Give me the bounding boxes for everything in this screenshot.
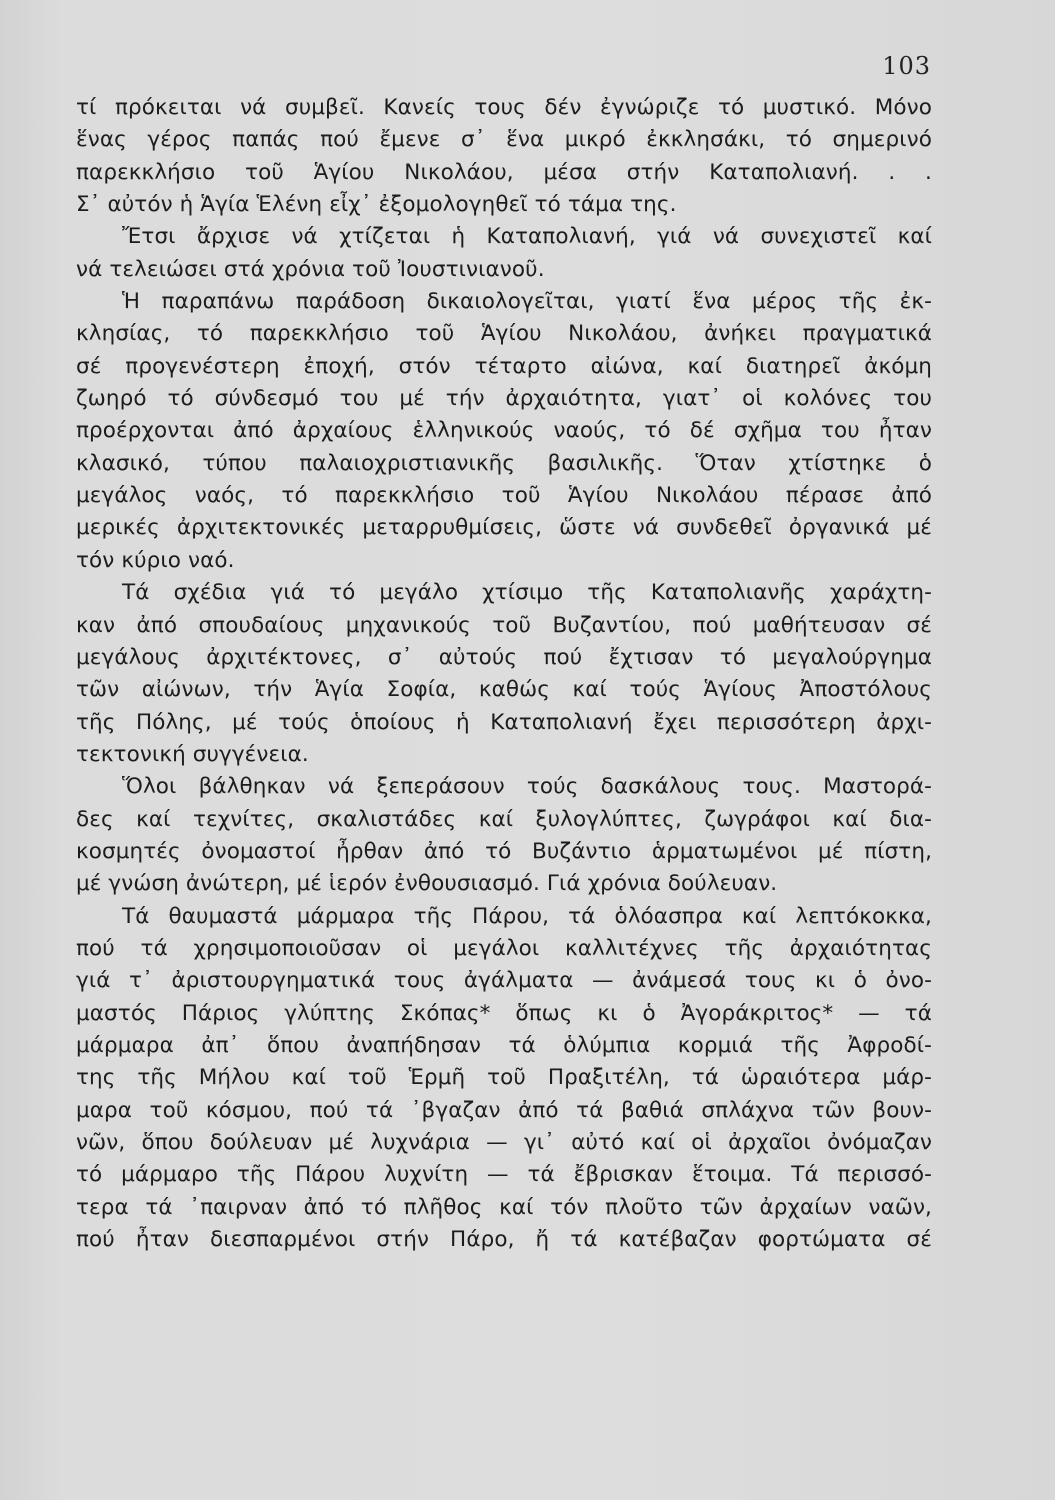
text-line: καν ἀπό σπουδαίους μηχανικούς τοῦ Βυζαντίου, πού μαθήτευσαν σέ: [76, 612, 932, 638]
paragraph-first-line: Τά σχέδια γιά τό μεγάλο χτίσιμο τῆς Καταπολιανῆς χαράχτη-: [122, 580, 932, 606]
text-line: κλασικό, τύπου παλαιοχριστιανικῆς βασιλικῆς. Ὅταν χτίστηκε ὁ: [76, 450, 932, 476]
body-text: [76, 92, 932, 1256]
text-line: ἕνας γέρος παπάς πού ἔμενε σ᾽ ἕνα μικρό ἐκκλησάκι, τό σημερινό: [76, 127, 932, 153]
text-line: τῶν αἰώνων, τήν Ἁγία Σοφία, καθώς καί τούς Ἁγίους Ἀποστόλους: [76, 677, 932, 703]
text-line: τί πρόκειται νά συμβεῖ. Κανείς τους δέν ἐγνώριζε τό μυστικό. Μόνο: [76, 95, 932, 120]
text-line: μέ γνώση ἀνώτερη, μέ ἱερόν ἐνθουσιασμό. Γιά χρόνια δούλευαν.: [76, 871, 778, 897]
text-line: τό μάρμαρο τῆς Πάρου λυχνίτη — τά ἔβρισκαν ἕτοιμα. Τά περισσό-: [76, 1162, 932, 1188]
text-line: σέ προγενέστερη ἐποχή, στόν τέταρτο αἰώνα, καί διατηρεῖ ἀκόμη: [76, 353, 932, 379]
text-line: γιά τ᾽ ἀριστουργηματικά τους ἀγάλματα — ἀνάμεσά τους κι ὁ ὀνο-: [76, 968, 932, 994]
text-line: πού τά χρησιμοποιοῦσαν οἱ μεγάλοι καλλιτέχνες τῆς ἀρχαιότητας: [76, 935, 932, 961]
text-line: νῶν, ὅπου δούλευαν μέ λυχνάρια — γι᾽ αὐτό καί οἱ ἀρχαῖοι ὀνόμαζαν: [76, 1130, 932, 1155]
text-line: ζωηρό τό σύνδεσμό του μέ τήν ἀρχαιότητα, γιατ᾽ οἱ κολόνες του: [76, 386, 932, 412]
text-line: τῆς Πόλης, μέ τούς ὁποίους ἡ Καταπολιανή ἔχει περισσότερη ἀρχι-: [76, 709, 932, 735]
text-line: μεγάλος ναός, τό παρεκκλήσιο τοῦ Ἁγίου Νικολάου πέρασε ἀπό: [76, 483, 932, 509]
text-line: δες καί τεχνίτες, σκαλιστάδες καί ξυλογλύπτες, ζωγράφοι καί δια-: [76, 806, 932, 832]
text-line: τεκτονική συγγένεια.: [76, 741, 309, 767]
paragraph-first-line: Ἔτσι ἄρχισε νά χτίζεται ἡ Καταπολιανή, γιά νά συνεχιστεῖ καί: [122, 224, 932, 250]
text-line: νά τελειώσει στά χρόνια τοῦ Ἰουστινιανοῦ.: [76, 256, 545, 282]
text-line: της τῆς Μήλου καί τοῦ Ἑρμῆ τοῦ Πραξιτέλη, τά ὡραιότερα μάρ-: [76, 1065, 932, 1091]
paragraph-first-line: Τά θαυμαστά μάρμαρα τῆς Πάρου, τά ὁλόασπρα καί λεπτόκοκκα,: [122, 903, 932, 929]
text-line: μερικές ἀρχιτεκτονικές μεταρρυθμίσεις, ὥστε νά συνδεθεῖ ὀργανικά μέ: [76, 515, 932, 541]
text-line: κοσμητές ὀνομαστοί ἦρθαν ἀπό τό Βυζάντιο ἁρματωμένοι μέ πίστη,: [76, 838, 932, 864]
text-line: κλησίας, τό παρεκκλήσιο τοῦ Ἁγίου Νικολάου, ἀνήκει πραγματικά: [76, 321, 932, 347]
text-line: μαστός Πάριος γλύπτης Σκόπας* ὅπως κι ὁ Ἀγοράκριτος* — τά: [76, 1000, 932, 1026]
text-line: μεγάλους ἀρχιτέκτονες, σ᾽ αὐτούς πού ἔχτισαν τό μεγαλούργημα: [76, 644, 932, 670]
text-line: Σ᾽ αὐτόν ἡ Ἁγία Ἑλένη εἶχ᾽ ἐξομολογηθεῖ τό τάμα της.: [76, 192, 677, 218]
text-line: μαρα τοῦ κόσμου, πού τά ᾽βγαζαν ἀπό τά βαθιά σπλάχνα τῶν βουν-: [76, 1097, 932, 1123]
text-line: πού ἦταν διεσπαρμένοι στήν Πάρο, ἤ τά κατέβαζαν φορτώματα σέ: [76, 1227, 932, 1253]
page-number: 103: [882, 52, 931, 80]
text-line: παρεκκλήσιο τοῦ Ἁγίου Νικολάου, μέσα στήν Καταπολιανή. . .: [76, 159, 932, 185]
text-line: τερα τά ᾽παιρναν ἀπό τό πλῆθος καί τόν πλοῦτο τῶν ἀρχαίων ναῶν,: [76, 1194, 932, 1220]
text-line: τόν κύριο ναό.: [76, 547, 235, 573]
paragraph-first-line: Ἡ παραπάνω παράδοση δικαιολογεῖται, γιατί ἕνα μέρος τῆς ἐκ-: [122, 289, 932, 315]
text-line: μάρμαρα ἀπ᾽ ὅπου ἀναπήδησαν τά ὁλύμπια κορμιά τῆς Ἀφροδί-: [76, 1032, 932, 1058]
paragraph-first-line: Ὅλοι βάλθηκαν νά ξεπεράσουν τούς δασκάλους τους. Μαστορά-: [122, 774, 932, 800]
text-line: προέρχονται ἀπό ἀρχαίους ἑλληνικούς ναούς, τό δέ σχῆμα του ἦταν: [76, 418, 932, 444]
